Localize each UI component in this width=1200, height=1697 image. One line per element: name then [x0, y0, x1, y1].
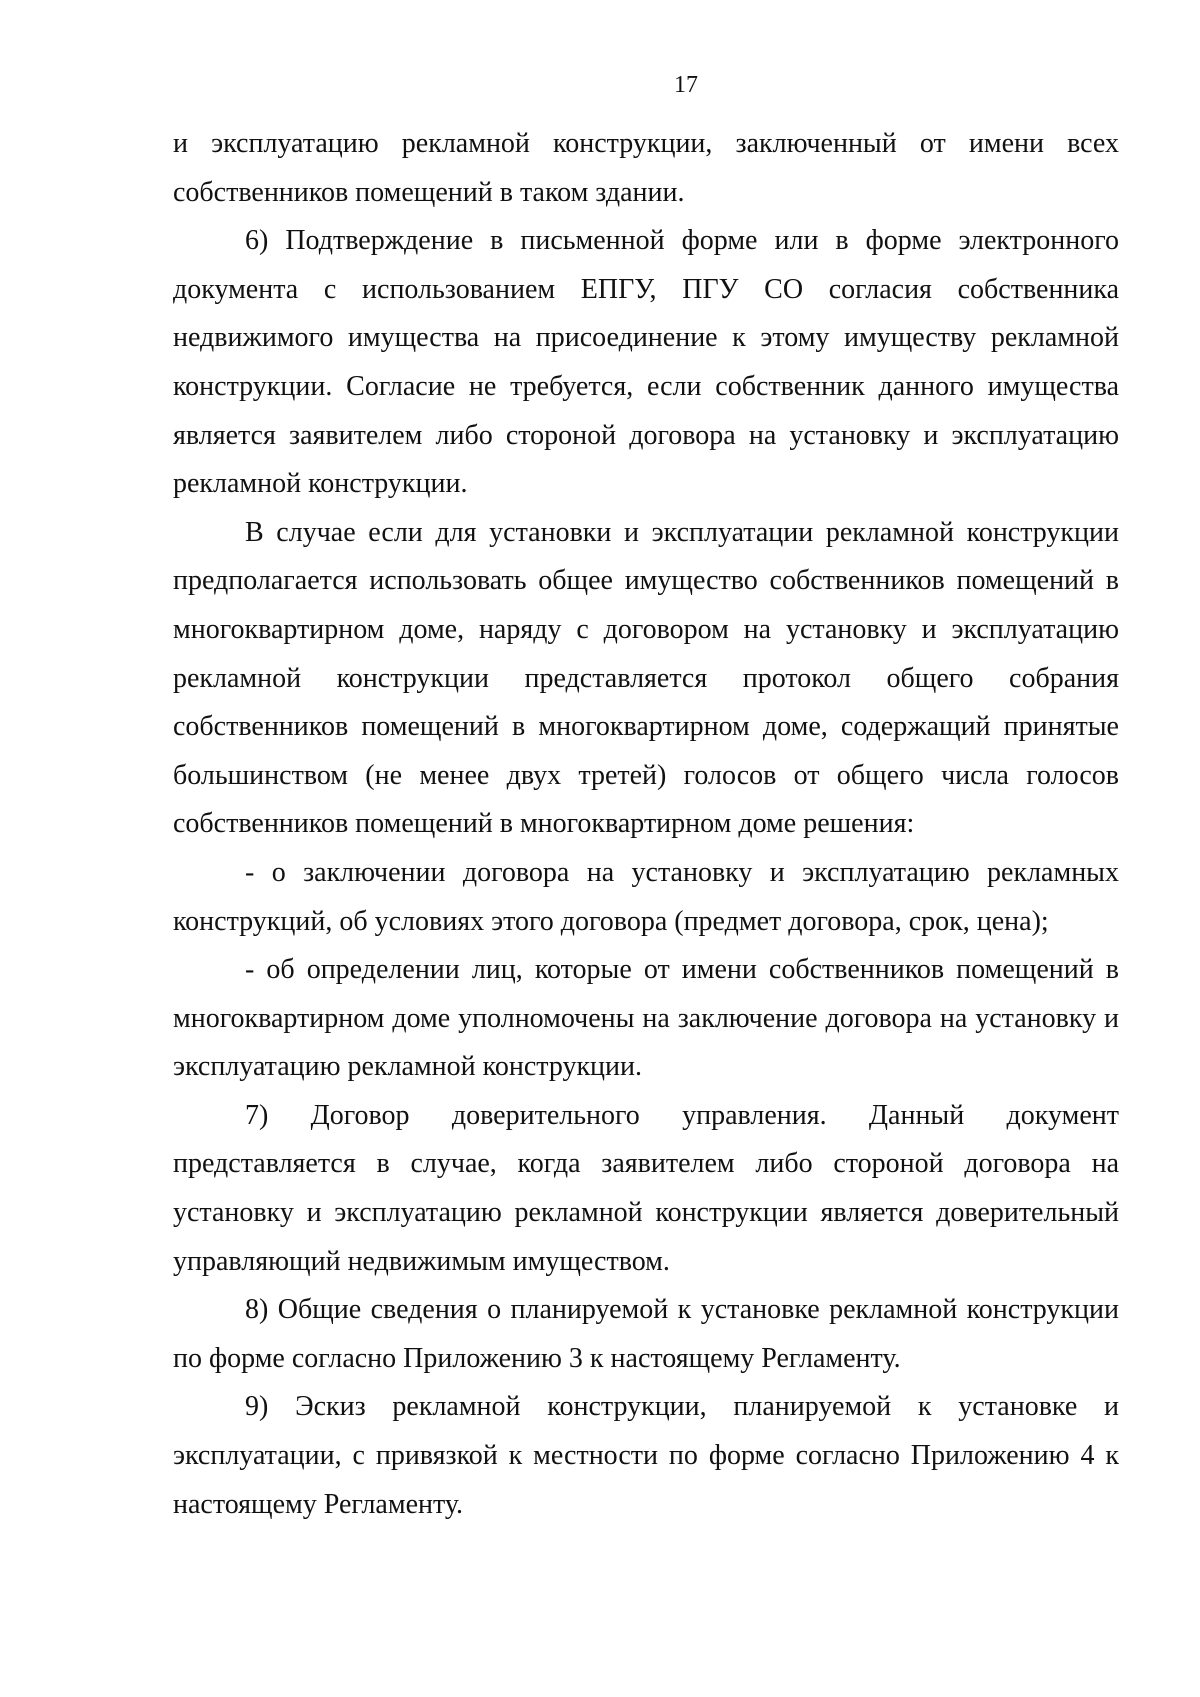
paragraph-item-9: 9) Эскиз рекламной конструкции, планируемой к установке и эксплуатации, с привязкой к местности по форме согласно Приложению 4 к настоящему Регламенту. [173, 1391, 1119, 1520]
paragraph-common-property: В случае если для установки и эксплуатации рекламной конструкции предполагается использовать общее имущество собственников помещений в многоквартирном доме, наряду с договором на установку и эксплуатацию рекламной конструкции представляется протокол общего собрания собственников помещений в многоквартирном доме, содержащий принятые большинством (не менее двух третей) голосов от общего числа голосов собственников помещений в многоквартирном доме решения: [173, 516, 1119, 840]
paragraph-item-8: 8) Общие сведения о планируемой к установке рекламной конструкции по форме согласно Приложению 3 к настоящему Регламенту. [173, 1294, 1119, 1374]
document-body [173, 120, 1119, 1529]
paragraph-continuation: и эксплуатацию рекламной конструкции, заключенный от имени всех собственников помещений в таком здании. [173, 128, 1119, 208]
paragraph-bullet-contract: - о заключении договора на установку и эксплуатацию рекламных конструкций, об условиях этого договора (предмет договора, срок, цена); [173, 856, 1119, 937]
paragraph-item-7: 7) Договор доверительного управления. Данный документ представляется в случае, когда заявителем либо стороной договора на установку и эксплуатацию рекламной конструкции является доверительный управляющий недвижимым имуществом. [173, 1099, 1119, 1277]
paragraph-bullet-persons: - об определении лиц, которые от имени собственников помещений в многоквартирном доме уполномочены на заключение договора на установку и эксплуатацию рекламной конструкции. [173, 954, 1119, 1083]
paragraph-item-6: 6) Подтверждение в письменной форме или в форме электронного документа с использованием ЕПГУ, ПГУ СО согласия собственника недвижимого имущества на присоединение к этому имуществу рекламной конструкции. Согласие не требуется, если собственник данного имущества является заявителем либо стороной договора на установку и эксплуатацию рекламной конструкции. [173, 225, 1119, 500]
page-number: 17 [674, 72, 698, 98]
